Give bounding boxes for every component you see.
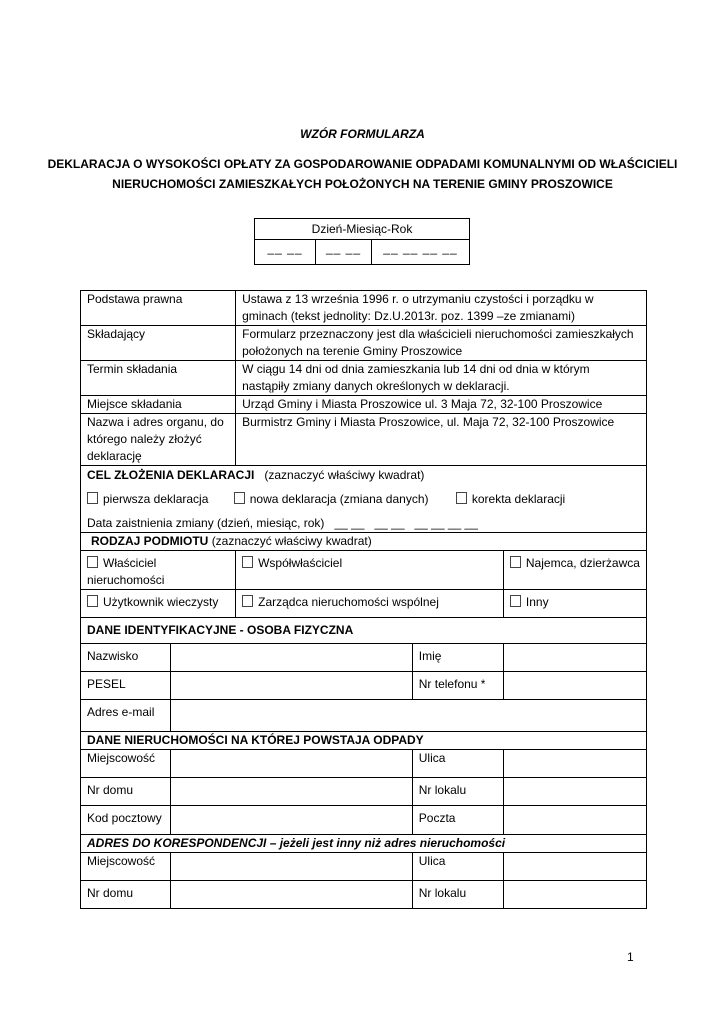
correspondence-heading: ADRES DO KORESPONDENCJI – jeżeli jest inny niż adres nieruchomości (81, 835, 647, 853)
date-year-field[interactable]: __ __ __ __ (372, 240, 470, 265)
property-flat-no-input[interactable] (503, 778, 646, 806)
info-value-legal-basis: Ustawa z 13 września 1996 r. o utrzymaniu czystości i porządku w gminach (tekst jednolity: Dz.U.2013r. poz. 1399 –ze zmianami) (236, 291, 647, 326)
declaration-title: DEKLARACJA O WYSOKOŚCI OPŁATY ZA GOSPODAROWANIE ODPADAMI KOMUNALNYMI OD WŁAŚCICIELI NIERUCHOMOŚCI ZAMIESZKAŁYCH POŁOŻONYCH NA TERENIE GMINY PROSZOWICE (47, 157, 678, 191)
surname-input[interactable] (170, 644, 412, 672)
property-flat-no-label: Nr lokalu (412, 778, 503, 806)
property-house-no-input[interactable] (170, 778, 412, 806)
phone-label: Nr telefonu * (412, 672, 503, 700)
purpose-option-correction[interactable]: korekta deklaracji (456, 492, 565, 506)
info-label-submitter: Składający (81, 326, 236, 361)
checkbox-icon[interactable] (456, 492, 467, 504)
corr-city-input[interactable] (170, 853, 412, 881)
entity-option-other[interactable]: Inny (503, 590, 646, 618)
checkbox-icon[interactable] (242, 595, 253, 607)
email-input[interactable] (170, 700, 646, 732)
corr-house-no-label: Nr domu (81, 881, 171, 909)
info-label-authority: Nazwa i adres organu, do którego należy złożyć deklarację (81, 414, 236, 466)
property-house-no-label: Nr domu (81, 778, 171, 806)
declaration-form-table (80, 290, 647, 909)
change-date-field[interactable]: __ __ __ __ __ __ __ __ (334, 516, 478, 530)
info-label-legal-basis: Podstawa prawna (81, 291, 236, 326)
entity-heading: RODZAJ PODMIOTU (91, 534, 209, 548)
property-city-input[interactable] (170, 750, 412, 778)
property-postal-code-label: Kod pocztowy (81, 806, 171, 835)
checkbox-icon[interactable] (234, 492, 245, 504)
purpose-option-first[interactable]: pierwsza deklaracja (87, 492, 208, 506)
date-month-field[interactable]: __ __ (316, 240, 372, 265)
property-street-input[interactable] (503, 750, 646, 778)
pesel-input[interactable] (170, 672, 412, 700)
property-heading: DANE NIERUCHOMOŚCI NA KTÓREJ POWSTAJA ODPADY (81, 732, 647, 750)
property-street-label: Ulica (412, 750, 503, 778)
info-value-place: Urząd Gminy i Miasta Proszowice ul. 3 Maja 72, 32-100 Proszowice (236, 396, 647, 414)
corr-flat-no-label: Nr lokalu (412, 881, 503, 909)
entity-option-manager[interactable]: Zarządca nieruchomości wspólnej (236, 590, 504, 618)
first-name-input[interactable] (503, 644, 646, 672)
corr-house-no-input[interactable] (170, 881, 412, 909)
pesel-label: PESEL (81, 672, 171, 700)
first-name-label: Imię (412, 644, 503, 672)
checkbox-icon[interactable] (87, 556, 98, 568)
surname-label: Nazwisko (81, 644, 171, 672)
change-date-label: Data zaistnienia zmiany (dzień, miesiąc, rok) (87, 516, 325, 530)
purpose-hint: (zaznaczyć właściwy kwadrat) (264, 468, 425, 482)
date-box (254, 218, 470, 265)
checkbox-icon[interactable] (87, 492, 98, 504)
entity-header (81, 533, 647, 551)
info-label-place: Miejsce składania (81, 396, 236, 414)
property-city-label: Miejscowość (81, 750, 171, 778)
purpose-option-new[interactable]: nowa deklaracja (zmiana danych) (234, 492, 429, 506)
checkbox-icon[interactable] (87, 595, 98, 607)
info-label-deadline: Termin składania (81, 361, 236, 396)
entity-option-tenant[interactable]: Najemca, dzierżawca (503, 551, 646, 590)
entity-option-coowner[interactable]: Współwłaściciel (236, 551, 504, 590)
purpose-heading: CEL ZŁOŻENIA DEKLARACJI (87, 468, 255, 482)
page-number: 1 (627, 950, 634, 964)
entity-option-owner[interactable]: Właściciel nieruchomości (81, 551, 236, 590)
entity-hint: (zaznaczyć właściwy kwadrat) (211, 534, 372, 548)
phone-input[interactable] (503, 672, 646, 700)
corr-flat-no-input[interactable] (503, 881, 646, 909)
entity-option-perpetual-user[interactable]: Użytkownik wieczysty (81, 590, 236, 618)
corr-street-input[interactable] (503, 853, 646, 881)
date-day-field[interactable]: __ __ (255, 240, 316, 265)
property-post-office-input[interactable] (503, 806, 646, 835)
purpose-section (81, 466, 647, 533)
property-post-office-label: Poczta (412, 806, 503, 835)
date-box-label: Dzień-Miesiąc-Rok (255, 219, 470, 240)
info-value-authority: Burmistrz Gminy i Miasta Proszowice, ul. Maja 72, 32-100 Proszowice (236, 414, 647, 466)
checkbox-icon[interactable] (510, 556, 521, 568)
property-postal-code-input[interactable] (170, 806, 412, 835)
checkbox-icon[interactable] (510, 595, 521, 607)
identification-heading: DANE IDENTYFIKACYJNE - OSOBA FIZYCZNA (81, 618, 647, 644)
checkbox-icon[interactable] (242, 556, 253, 568)
form-title: WZÓR FORMULARZA (300, 127, 425, 141)
info-value-deadline: W ciągu 14 dni od dnia zamieszkania lub 14 dni od dnia w którym nastąpiły zmiany danych określonych w deklaracji. (236, 361, 647, 396)
corr-street-label: Ulica (412, 853, 503, 881)
info-value-submitter: Formularz przeznaczony jest dla właścicieli nieruchomości zamieszkałych położonych na terenie Gminy Proszowice (236, 326, 647, 361)
email-label: Adres e-mail (81, 700, 171, 732)
corr-city-label: Miejscowość (81, 853, 171, 881)
